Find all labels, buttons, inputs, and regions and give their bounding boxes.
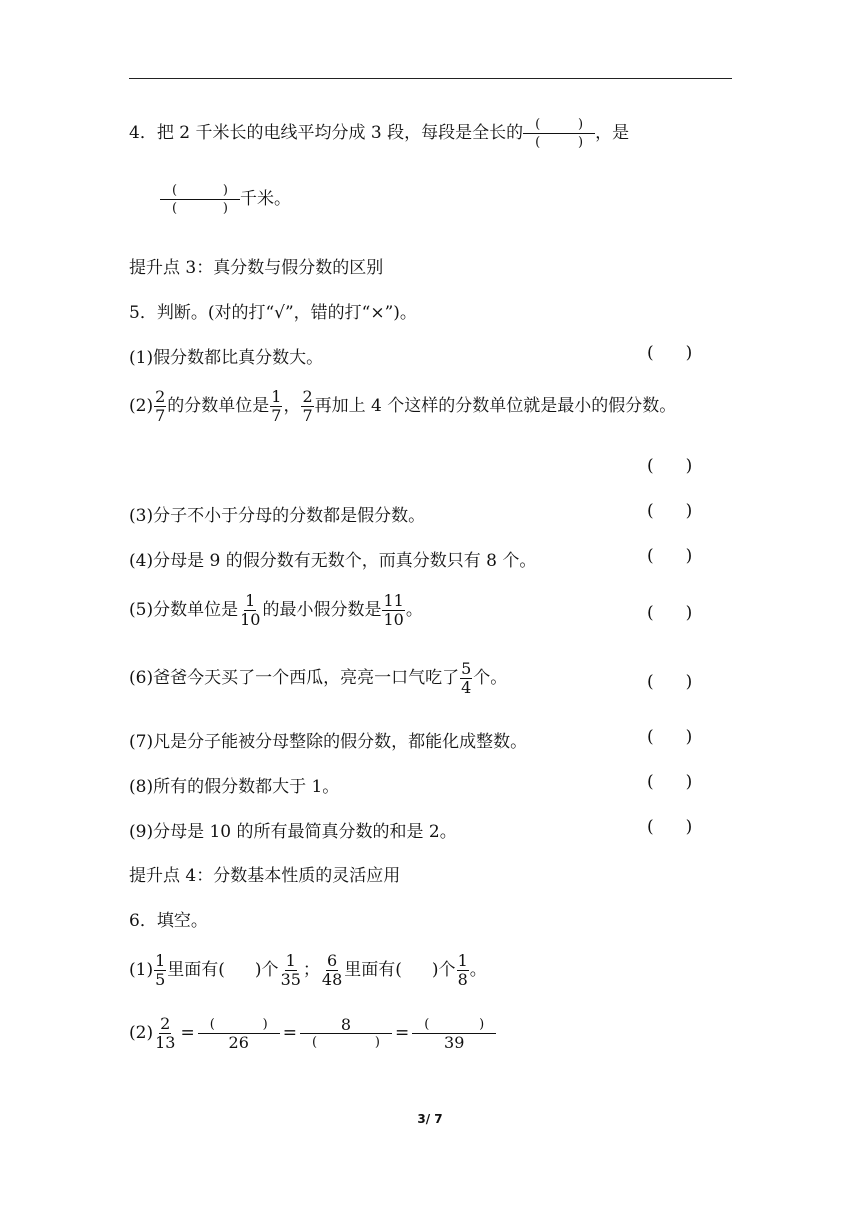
fraction: $\frac{1}{5}$ bbox=[155, 951, 166, 989]
judge-item-1: (1)假分数都比真分数大。 bbox=[129, 348, 324, 368]
question-6-title: 6．填空。 bbox=[129, 911, 208, 931]
page-number: 3/ 7 bbox=[417, 1112, 443, 1126]
section-heading-3: 提升点 3：真分数与假分数的区别 bbox=[129, 258, 384, 278]
answer-paren[interactable]: ( ) bbox=[647, 817, 693, 837]
fraction-blank-numerator[interactable]: ( ) 26 bbox=[198, 1016, 280, 1051]
answer-paren[interactable]: ( ) bbox=[647, 546, 693, 566]
judge-item-9: (9)分母是 10 的所有最简真分数的和是 2。 bbox=[129, 822, 457, 842]
answer-paren[interactable]: ( ) bbox=[647, 343, 693, 363]
fill-item-2: (2) $\frac{2}{13}$ = ( ) 26 = 8 ( ) = ( ) 39 bbox=[129, 1015, 496, 1052]
judge-item-8: (8)所有的假分数都大于 1。 bbox=[129, 777, 340, 797]
answer-paren[interactable]: ( ) bbox=[647, 501, 693, 521]
judge-item-3: (3)分子不小于分母的分数都是假分数。 bbox=[129, 506, 426, 526]
fraction: $\frac{2}{7}$ bbox=[302, 387, 313, 425]
fraction: $\frac{1}{10}$ bbox=[240, 591, 261, 629]
answer-paren[interactable]: ( ) bbox=[647, 672, 693, 692]
fraction-blank-denominator[interactable]: 8 ( ) bbox=[300, 1016, 392, 1051]
question-text: ，是 bbox=[595, 123, 630, 143]
answer-paren[interactable]: ( ) bbox=[647, 727, 693, 747]
judge-item-2: (2) $\frac{2}{7}$ 的分数单位是 $\frac{1}{7}$ ， $\frac{2}{7}$ 再加上 4 个这样的分数单位就是最小的假分数。 bbox=[129, 387, 677, 425]
fraction: $\frac{2}{7}$ bbox=[155, 387, 166, 425]
fraction: $\frac{6}{48}$ bbox=[321, 951, 343, 989]
question-5-title: 5．判断。(对的打“√”，错的打“×”)。 bbox=[129, 303, 417, 323]
question-4-continued bbox=[160, 182, 291, 217]
section-heading-4: 提升点 4：分数基本性质的灵活应用 bbox=[129, 866, 401, 886]
fraction-blank[interactable]: ( ) ( ) bbox=[523, 116, 595, 151]
answer-paren[interactable]: ( ) bbox=[647, 456, 693, 476]
fraction-blank[interactable]: ( ) ( ) bbox=[160, 182, 240, 217]
fill-item-1: (1) $\frac{1}{5}$ 里面有( )个 $\frac{1}{35}$ ； $\frac{6}{48}$ 里面有( )个 $\frac{1}{8}$ 。 bbox=[129, 951, 487, 989]
fraction: $\frac{1}{7}$ bbox=[271, 387, 282, 425]
fraction: $\frac{1}{35}$ bbox=[280, 951, 301, 989]
judge-item-4: (4)分母是 9 的假分数有无数个，而真分数只有 8 个。 bbox=[129, 551, 537, 571]
header-rule bbox=[129, 78, 732, 79]
fraction: $\frac{2}{13}$ bbox=[155, 1014, 176, 1052]
question-text: 千米。 bbox=[240, 189, 291, 209]
answer-paren[interactable]: ( ) bbox=[647, 603, 693, 623]
fraction: $\frac{1}{8}$ bbox=[457, 951, 468, 989]
fraction-blank-numerator[interactable]: ( ) 39 bbox=[412, 1016, 496, 1051]
question-text: 把 2 千米长的电线平均分成 3 段，每段是全长的 bbox=[156, 123, 524, 143]
judge-item-7: (7)凡是分子能被分母整除的假分数，都能化成整数。 bbox=[129, 732, 528, 752]
fraction: $\frac{5}{4}$ bbox=[461, 659, 472, 697]
judge-item-6: (6)爸爸今天买了一个西瓜，亮亮一口气吃了 $\frac{5}{4}$ 个。 bbox=[129, 659, 508, 697]
answer-paren[interactable]: ( ) bbox=[647, 772, 693, 792]
question-4 bbox=[129, 116, 629, 151]
question-number: 4． bbox=[129, 123, 157, 143]
judge-item-5: (5)分数单位是 $\frac{1}{10}$ 的最小假分数是 $\frac{11}{10}$ 。 bbox=[129, 591, 423, 629]
fraction: $\frac{11}{10}$ bbox=[383, 591, 404, 629]
